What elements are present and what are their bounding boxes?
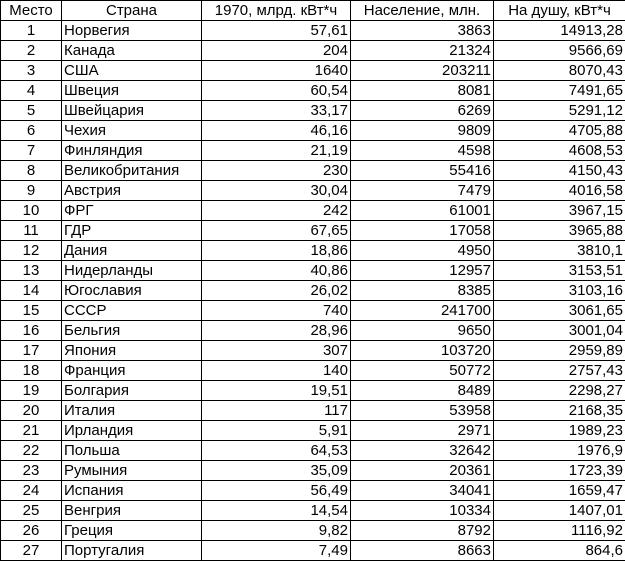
cell-production-1970: 230 [202, 161, 351, 181]
cell-population: 241700 [351, 301, 494, 321]
header-production-1970: 1970, млрд. кВт*ч [202, 1, 351, 21]
cell-production-1970: 46,16 [202, 121, 351, 141]
table-row [1, 241, 625, 261]
cell-per-capita: 1407,01 [494, 501, 625, 521]
cell-per-capita: 9566,69 [494, 41, 625, 61]
cell-country: ГДР [62, 221, 202, 241]
cell-country: Норвегия [62, 21, 202, 41]
cell-production-1970: 7,49 [202, 541, 351, 561]
cell-country: Швейцария [62, 101, 202, 121]
table-row [1, 21, 625, 41]
cell-production-1970: 117 [202, 401, 351, 421]
cell-rank: 15 [1, 301, 62, 321]
cell-country: Япония [62, 341, 202, 361]
cell-country: Нидерланды [62, 261, 202, 281]
cell-production-1970: 35,09 [202, 461, 351, 481]
cell-production-1970: 26,02 [202, 281, 351, 301]
cell-rank: 4 [1, 81, 62, 101]
cell-rank: 17 [1, 341, 62, 361]
header-row [1, 1, 625, 21]
cell-population: 103720 [351, 341, 494, 361]
cell-population: 8385 [351, 281, 494, 301]
cell-population: 34041 [351, 481, 494, 501]
cell-production-1970: 30,04 [202, 181, 351, 201]
cell-rank: 21 [1, 421, 62, 441]
cell-rank: 6 [1, 121, 62, 141]
cell-country: США [62, 61, 202, 81]
table-row [1, 261, 625, 281]
cell-country: Испания [62, 481, 202, 501]
table-row [1, 461, 625, 481]
table-row [1, 161, 625, 181]
cell-country: Италия [62, 401, 202, 421]
cell-rank: 9 [1, 181, 62, 201]
cell-population: 6269 [351, 101, 494, 121]
cell-rank: 23 [1, 461, 62, 481]
table-row [1, 281, 625, 301]
cell-rank: 22 [1, 441, 62, 461]
table-row [1, 501, 625, 521]
cell-rank: 5 [1, 101, 62, 121]
cell-country: Ирландия [62, 421, 202, 441]
cell-country: Греция [62, 521, 202, 541]
cell-rank: 25 [1, 501, 62, 521]
cell-rank: 18 [1, 361, 62, 381]
table-row [1, 141, 625, 161]
cell-per-capita: 3967,15 [494, 201, 625, 221]
cell-per-capita: 3061,65 [494, 301, 625, 321]
table-row [1, 221, 625, 241]
cell-population: 21324 [351, 41, 494, 61]
cell-per-capita: 2959,89 [494, 341, 625, 361]
cell-population: 53958 [351, 401, 494, 421]
cell-population: 12957 [351, 261, 494, 281]
cell-rank: 27 [1, 541, 62, 561]
table-row [1, 341, 625, 361]
cell-per-capita: 3810,1 [494, 241, 625, 261]
cell-per-capita: 1723,39 [494, 461, 625, 481]
cell-country: Польша [62, 441, 202, 461]
cell-rank: 16 [1, 321, 62, 341]
cell-per-capita: 14913,28 [494, 21, 625, 41]
table-row [1, 361, 625, 381]
cell-per-capita: 3001,04 [494, 321, 625, 341]
table-row [1, 481, 625, 501]
table-row [1, 381, 625, 401]
cell-production-1970: 18,86 [202, 241, 351, 261]
cell-population: 4598 [351, 141, 494, 161]
cell-population: 17058 [351, 221, 494, 241]
cell-country: Югославия [62, 281, 202, 301]
cell-per-capita: 1116,92 [494, 521, 625, 541]
table-row [1, 441, 625, 461]
cell-per-capita: 4705,88 [494, 121, 625, 141]
table-row [1, 101, 625, 121]
table-row [1, 321, 625, 341]
table-row [1, 521, 625, 541]
cell-population: 4950 [351, 241, 494, 261]
cell-rank: 19 [1, 381, 62, 401]
cell-rank: 24 [1, 481, 62, 501]
cell-rank: 13 [1, 261, 62, 281]
cell-production-1970: 14,54 [202, 501, 351, 521]
cell-population: 7479 [351, 181, 494, 201]
cell-rank: 20 [1, 401, 62, 421]
cell-per-capita: 3965,88 [494, 221, 625, 241]
cell-population: 10334 [351, 501, 494, 521]
cell-per-capita: 7491,65 [494, 81, 625, 101]
cell-per-capita: 8070,43 [494, 61, 625, 81]
table-row [1, 541, 625, 561]
header-population: Население, млн. [351, 1, 494, 21]
table-row [1, 421, 625, 441]
header-rank: Место [1, 1, 62, 21]
table-row [1, 301, 625, 321]
cell-production-1970: 9,82 [202, 521, 351, 541]
header-per-capita: На душу, кВт*ч [494, 1, 625, 21]
cell-per-capita: 4016,58 [494, 181, 625, 201]
cell-production-1970: 56,49 [202, 481, 351, 501]
cell-per-capita: 2757,43 [494, 361, 625, 381]
cell-rank: 3 [1, 61, 62, 81]
table-row [1, 121, 625, 141]
table-row [1, 181, 625, 201]
cell-population: 2971 [351, 421, 494, 441]
cell-production-1970: 67,65 [202, 221, 351, 241]
table-row [1, 61, 625, 81]
cell-population: 20361 [351, 461, 494, 481]
cell-country: Венгрия [62, 501, 202, 521]
cell-population: 8792 [351, 521, 494, 541]
cell-country: Румыния [62, 461, 202, 481]
cell-production-1970: 740 [202, 301, 351, 321]
cell-production-1970: 19,51 [202, 381, 351, 401]
cell-country: Дания [62, 241, 202, 261]
cell-per-capita: 4150,43 [494, 161, 625, 181]
cell-population: 61001 [351, 201, 494, 221]
cell-per-capita: 2298,27 [494, 381, 625, 401]
cell-country: ФРГ [62, 201, 202, 221]
cell-country: Болгария [62, 381, 202, 401]
cell-population: 8489 [351, 381, 494, 401]
cell-production-1970: 57,61 [202, 21, 351, 41]
table-row [1, 401, 625, 421]
cell-rank: 2 [1, 41, 62, 61]
cell-rank: 1 [1, 21, 62, 41]
cell-production-1970: 33,17 [202, 101, 351, 121]
cell-production-1970: 204 [202, 41, 351, 61]
cell-per-capita: 5291,12 [494, 101, 625, 121]
cell-rank: 7 [1, 141, 62, 161]
table-row [1, 41, 625, 61]
cell-production-1970: 64,53 [202, 441, 351, 461]
cell-per-capita: 1659,47 [494, 481, 625, 501]
cell-country: Швеция [62, 81, 202, 101]
cell-per-capita: 1989,23 [494, 421, 625, 441]
cell-country: Чехия [62, 121, 202, 141]
cell-country: СССР [62, 301, 202, 321]
header-country: Страна [62, 1, 202, 21]
cell-country: Португалия [62, 541, 202, 561]
cell-production-1970: 60,54 [202, 81, 351, 101]
cell-country: Франция [62, 361, 202, 381]
cell-population: 55416 [351, 161, 494, 181]
cell-rank: 11 [1, 221, 62, 241]
cell-per-capita: 2168,35 [494, 401, 625, 421]
cell-country: Бельгия [62, 321, 202, 341]
cell-population: 50772 [351, 361, 494, 381]
cell-country: Австрия [62, 181, 202, 201]
cell-production-1970: 5,91 [202, 421, 351, 441]
cell-population: 32642 [351, 441, 494, 461]
cell-population: 3863 [351, 21, 494, 41]
cell-per-capita: 3103,16 [494, 281, 625, 301]
cell-production-1970: 40,86 [202, 261, 351, 281]
cell-population: 203211 [351, 61, 494, 81]
cell-per-capita: 3153,51 [494, 261, 625, 281]
cell-production-1970: 1640 [202, 61, 351, 81]
cell-production-1970: 140 [202, 361, 351, 381]
cell-rank: 12 [1, 241, 62, 261]
table-row [1, 81, 625, 101]
cell-country: Канада [62, 41, 202, 61]
cell-production-1970: 242 [202, 201, 351, 221]
cell-rank: 26 [1, 521, 62, 541]
cell-population: 9809 [351, 121, 494, 141]
cell-rank: 14 [1, 281, 62, 301]
cell-rank: 8 [1, 161, 62, 181]
cell-production-1970: 28,96 [202, 321, 351, 341]
cell-production-1970: 307 [202, 341, 351, 361]
cell-per-capita: 1976,9 [494, 441, 625, 461]
cell-country: Финляндия [62, 141, 202, 161]
cell-country: Великобритания [62, 161, 202, 181]
cell-per-capita: 864,6 [494, 541, 625, 561]
cell-population: 9650 [351, 321, 494, 341]
cell-rank: 10 [1, 201, 62, 221]
table-row [1, 201, 625, 221]
cell-per-capita: 4608,53 [494, 141, 625, 161]
cell-production-1970: 21,19 [202, 141, 351, 161]
cell-population: 8081 [351, 81, 494, 101]
cell-population: 8663 [351, 541, 494, 561]
